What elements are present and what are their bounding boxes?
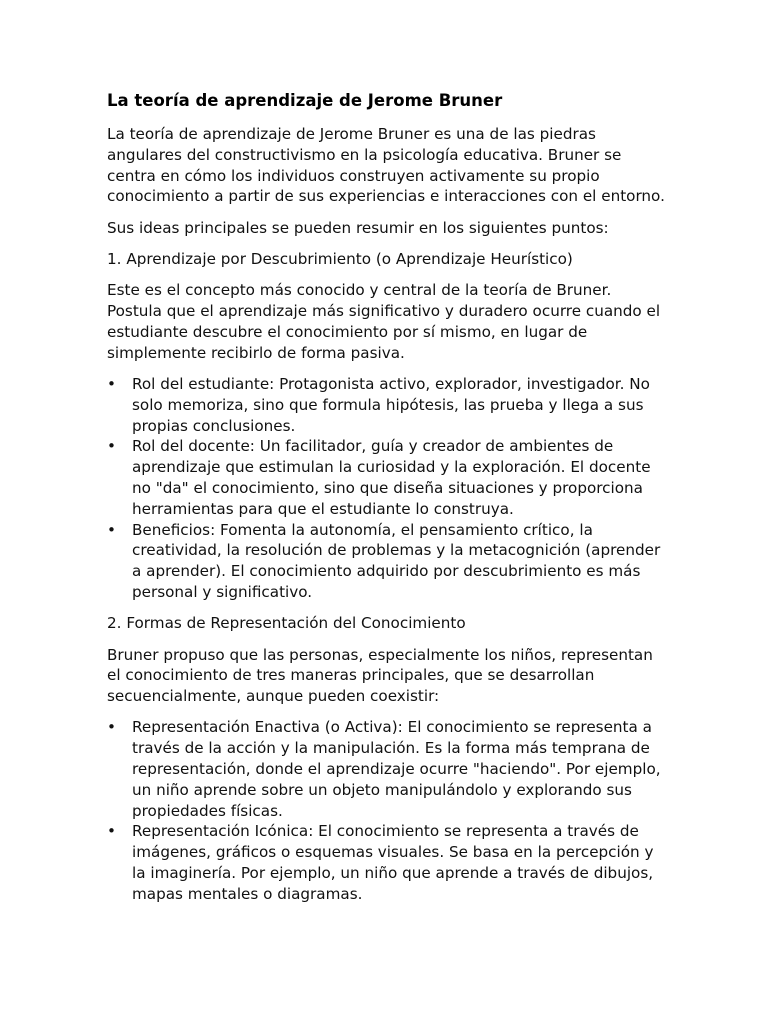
section-1-paragraph: Este es el concepto más conocido y central de la teoría de Bruner. Postula que el aprendizaje más significativo y duradero ocurre cuando el estudiante descubre el conocimiento por sí mismo, en lugar de simplemente recibirlo de forma pasiva. [107, 281, 661, 362]
bullet-glyph: • [107, 822, 116, 841]
section-2-heading: 2. Formas de Representación del Conocimiento [107, 614, 466, 633]
list-item [107, 717, 667, 821]
summary-lead: Sus ideas principales se pueden resumir en los siguientes puntos: [107, 218, 609, 237]
list-item-text: Representación Enactiva (o Activa): El conocimiento se representa a través de la acción y la manipulación. Es la forma más temprana de representación, donde el aprendizaje ocurre "haciendo". Por ejemplo, un niño aprende sobre un objeto manipulándolo y explorando sus propiedades físicas. [132, 718, 661, 820]
bullet-glyph: • [107, 374, 116, 393]
list-item-text: Rol del docente: Un facilitador, guía y creador de ambientes de aprendizaje que estimulan la curiosidad y la exploración. El docente no "da" el conocimiento, sino que diseña situaciones y proporciona herramientas para que el estudiante lo construya. [132, 437, 651, 518]
section-1-heading: 1. Aprendizaje por Descubrimiento (o Aprendizaje Heurístico) [107, 249, 573, 268]
list-item [107, 520, 667, 603]
section-2-bullet-list [107, 717, 667, 904]
intro-paragraph: La teoría de aprendizaje de Jerome Bruner es una de las piedras angulares del constructivismo en la psicología educativa. Bruner se centra en cómo los individuos construyen activamente su propio conocimiento a partir de sus experiencias e interacciones con el entorno. [107, 125, 665, 206]
list-item [107, 821, 667, 904]
section-1-bullet-list [107, 374, 667, 603]
list-item [107, 374, 667, 436]
bullet-glyph: • [107, 437, 116, 456]
bullet-glyph: • [107, 520, 116, 539]
document-page [107, 90, 667, 915]
bullet-glyph: • [107, 718, 116, 737]
section-2-paragraph: Bruner propuso que las personas, especialmente los niños, representan el conocimiento de tres maneras principales, que se desarrollan secuencialmente, aunque pueden coexistir: [107, 645, 653, 706]
document-title: La teoría de aprendizaje de Jerome Bruner [107, 91, 503, 110]
list-item-text: Representación Icónica: El conocimiento se representa a través de imágenes, gráficos o esquemas visuales. Se basa en la percepción y la imaginería. Por ejemplo, un niño que aprende a través de dibujos, mapas mentales o diagramas. [132, 822, 654, 903]
list-item [107, 436, 667, 519]
list-item-text: Beneficios: Fomenta la autonomía, el pensamiento crítico, la creatividad, la resolución de problemas y la metacognición (aprender a aprender). El conocimiento adquirido por descubrimiento es más personal y significativo. [132, 520, 661, 601]
list-item-text: Rol del estudiante: Protagonista activo, explorador, investigador. No solo memoriza, sino que formula hipótesis, las prueba y llega a sus propias conclusiones. [132, 374, 650, 435]
